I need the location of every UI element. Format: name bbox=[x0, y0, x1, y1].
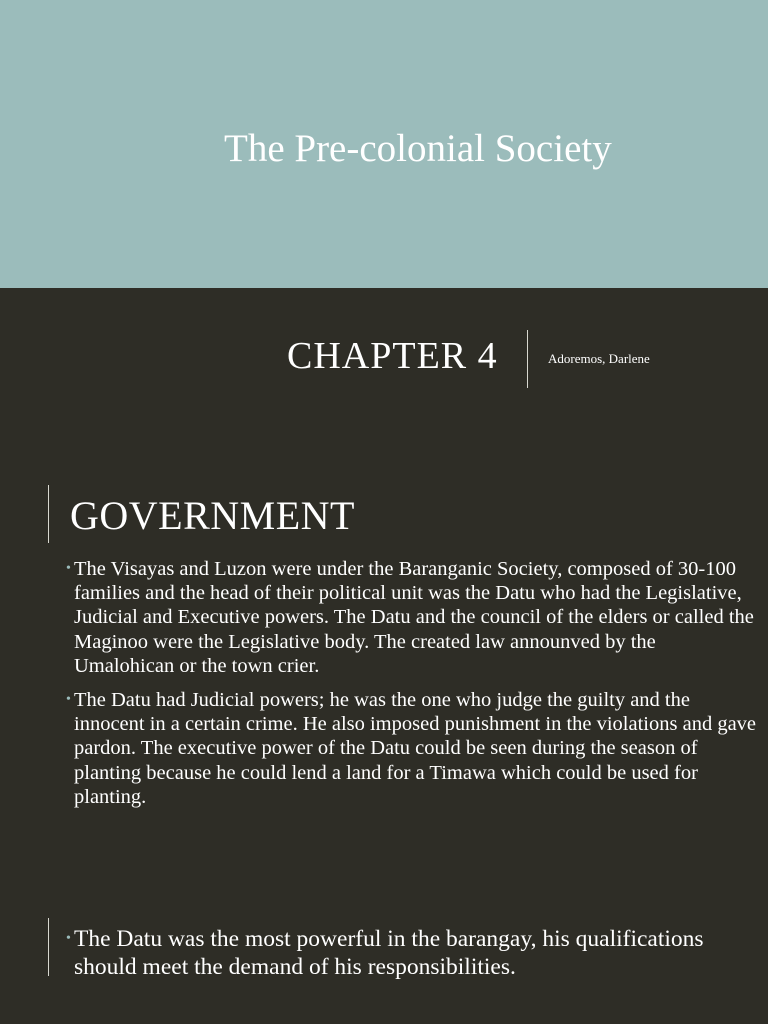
chapter-divider bbox=[527, 330, 528, 388]
slide-title: The Pre-colonial Society bbox=[224, 127, 612, 170]
title-slide bbox=[0, 0, 768, 288]
bullet-item bbox=[66, 688, 756, 809]
bullet-list bbox=[66, 925, 756, 981]
bullet-item bbox=[66, 557, 756, 678]
bullet-list bbox=[66, 557, 756, 819]
section-accent-bar bbox=[48, 485, 49, 543]
bullet-text: The Visayas and Luzon were under the Baranganic Society, composed of 30-100 families and the head of their political unit was the Datu who had the Legislative, Judicial and Executive powers. The Datu and the council of the elders or called the Maginoo were the Legislative body. The created law announved by the Umalohican or the town crier. bbox=[74, 558, 754, 677]
chapter-heading: CHAPTER 4 bbox=[287, 335, 498, 377]
section-heading: GOVERNMENT bbox=[70, 493, 355, 538]
bullet-text: The Datu had Judicial powers; he was the one who judge the guilty and the innocent in a certain crime. He also imposed punishment in the violations and gave pardon. The executive power of the Datu could be seen during the season of planting because he could lend a land for a Timawa which could be used for planting. bbox=[74, 689, 757, 808]
bullet-marker-icon: • bbox=[66, 931, 71, 946]
section-accent-bar bbox=[48, 918, 49, 976]
bullet-marker-icon: • bbox=[66, 692, 71, 708]
bullet-item bbox=[66, 925, 756, 981]
bullet-marker-icon: • bbox=[66, 561, 71, 576]
bullet-text: The Datu was the most powerful in the barangay, his qualifications should meet the demand of his responsibilities. bbox=[74, 926, 704, 980]
author-name: Adoremos, Darlene bbox=[548, 351, 650, 366]
